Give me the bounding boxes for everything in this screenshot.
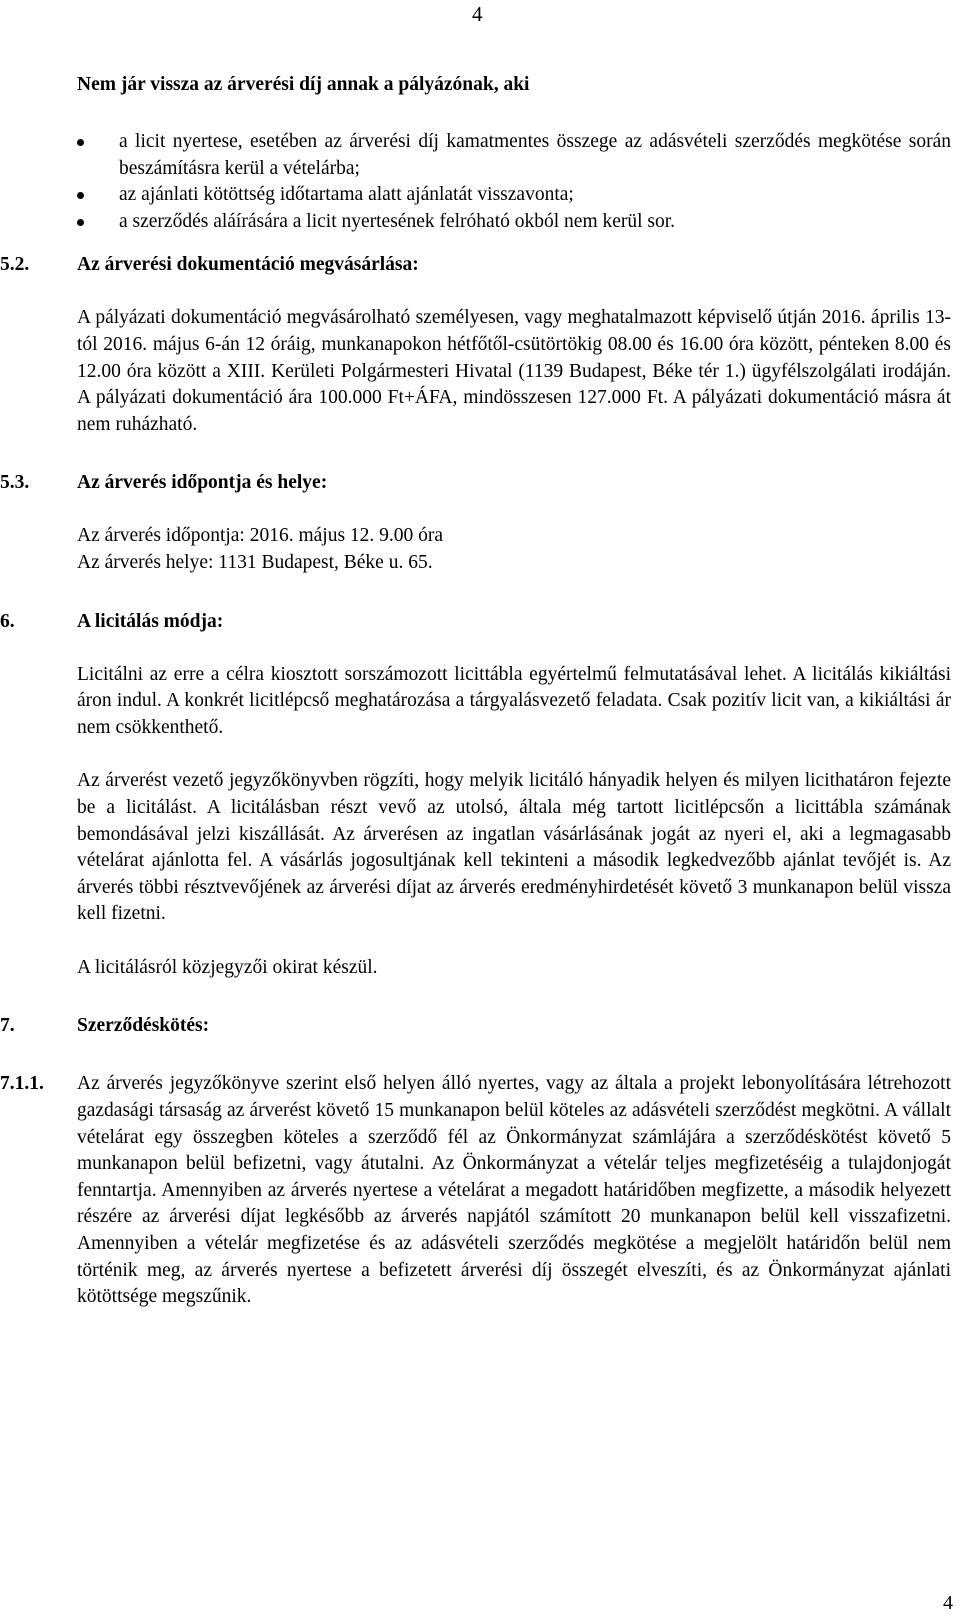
section-5-2-heading xyxy=(0,252,951,278)
section-title: Szerződéskötés: xyxy=(77,1015,210,1037)
bullet-text: a licit nyertese, esetében az árverési díj kamatmentes összege az adásvételi szerződés megkötése során beszámításra kerül a vételárba; xyxy=(119,131,951,179)
section-title: Az árverési dokumentáció megvásárlása: xyxy=(77,254,419,276)
bullet-text: a szerződés aláírására a licit nyertesének felróható okból nem kerül sor. xyxy=(119,210,676,232)
bullet-text: az ajánlati kötöttség időtartama alatt ajánlatát visszavonta; xyxy=(119,184,574,206)
section-number: 6. xyxy=(0,610,15,632)
bullet-item xyxy=(77,129,951,182)
intro-heading: Nem jár vissza az árverési díj annak a pályázónak, aki xyxy=(77,74,530,95)
section-5-2-text: A pályázati dokumentáció megvásárolható személyesen, vagy meghatalmazott képviselő útján 2016. április 13-tól 2016. május 6-án 12 óráig, munkanapokon hétfőtől-csütörtökig 08.00 és 16.00 óra között, pénteken 8.00 és 12.00 óra között a XIII. Kerületi Polgármesteri Hivatal (1139 Budapest, Béke tér 1.) ügyfélszolgálati irodáján. A pályázati dokumentáció ára 100.000 Ft+ÁFA, mindösszesen 127.000 Ft. A pályázati dokumentáció másra át nem ruházható. xyxy=(77,307,951,435)
section-6-paragraph-1: Licitálni az erre a célra kiosztott sorszámozott licittábla egyértelmű felmutatásával lehet. A licitálás kikiáltási áron indul. A konkrét licitlépcső meghatározása a tárgyalásvezető feladata. Csak pozitív licit van, a kikiáltási ár nem csökkenthető. xyxy=(77,663,951,738)
section-number: 7.1.1. xyxy=(0,1073,44,1095)
bullet-list xyxy=(77,129,951,235)
bullet-icon xyxy=(77,219,84,226)
section-6-heading xyxy=(0,609,951,635)
bullet-item xyxy=(77,182,951,209)
section-number: 5.3. xyxy=(0,472,30,494)
section-7-1-1 xyxy=(0,1071,951,1310)
bullet-icon xyxy=(77,192,84,199)
page-number-top: 4 xyxy=(472,2,483,26)
page-number-bottom: 4 xyxy=(943,1592,953,1614)
auction-place-line: Az árverés helye: 1131 Budapest, Béke u. 65. xyxy=(77,551,433,573)
section-number: 5.2. xyxy=(0,254,30,276)
section-7-1-1-text: Az árverés jegyzőkönyve szerint első helyen álló nyertes, vagy az általa a projekt lebonyolítására létrehozott gazdasági társaság az árverést követő 15 munkanapon belül köteles az adásvételi szerződést megkötni. A vállalt vételárat egy összegben köteles a szerződő fél az Önkormányzat számlájára a szerződéskötést követő 5 munkanapon belül befizetni, vagy átutalni. Az Önkormányzat a vételár teljes megfizetéséig a tulajdonjogát fenntartja. Amennyiben az árverés nyertese a vételárat a megadott határidőben megfizette, a második helyezett részére az árverési díjat legkésőbb az árverés napjától számított 20 munkanapon belül kell visszafizetni. Amennyiben a vételár megfizetése és az adásvételi szerződés megkötése a megjelölt határidőn belül nem történik meg, az árverés nyertese a befizetett árverési díj összegét elveszíti, és az Önkormányzat ajánlati kötöttsége megszűnik. xyxy=(77,1073,951,1308)
bullet-item xyxy=(77,209,951,236)
bullet-icon xyxy=(77,139,84,146)
auction-date-line: Az árverés időpontja: 2016. május 12. 9.00 óra xyxy=(77,525,444,547)
section-number: 7. xyxy=(0,1015,15,1037)
section-7-heading xyxy=(0,1013,951,1039)
section-5-3-heading xyxy=(0,470,951,496)
document-body xyxy=(0,72,951,1311)
section-6-paragraph-3: A licitálásról közjegyzői okirat készül. xyxy=(77,956,378,978)
section-title: Az árverés időpontja és helye: xyxy=(77,472,328,494)
section-6-paragraph-2: Az árverést vezető jegyzőkönyvben rögzíti, hogy melyik licitáló hányadik helyen és milyen licithatáron fejezte be a licitálást. A licitálásban részt vevő az utolsó, általa még tartott licitlépcsőn a licittábla számának bemondásával jelzi kiszállását. Az árverésen az ingatlan vásárlásának jogát az nyeri el, aki a legmagasabb vételárat ajánlotta fel. A vásárlás jogosultjának kell tekinteni a második legkedvezőbb ajánlat tevőjét is. Az árverés többi résztvevőjének az árverési díjat az árverés eredményhirdetését követő 3 munkanapon belül vissza kell fizetni. xyxy=(77,770,951,925)
section-title: A licitálás módja: xyxy=(77,610,224,632)
